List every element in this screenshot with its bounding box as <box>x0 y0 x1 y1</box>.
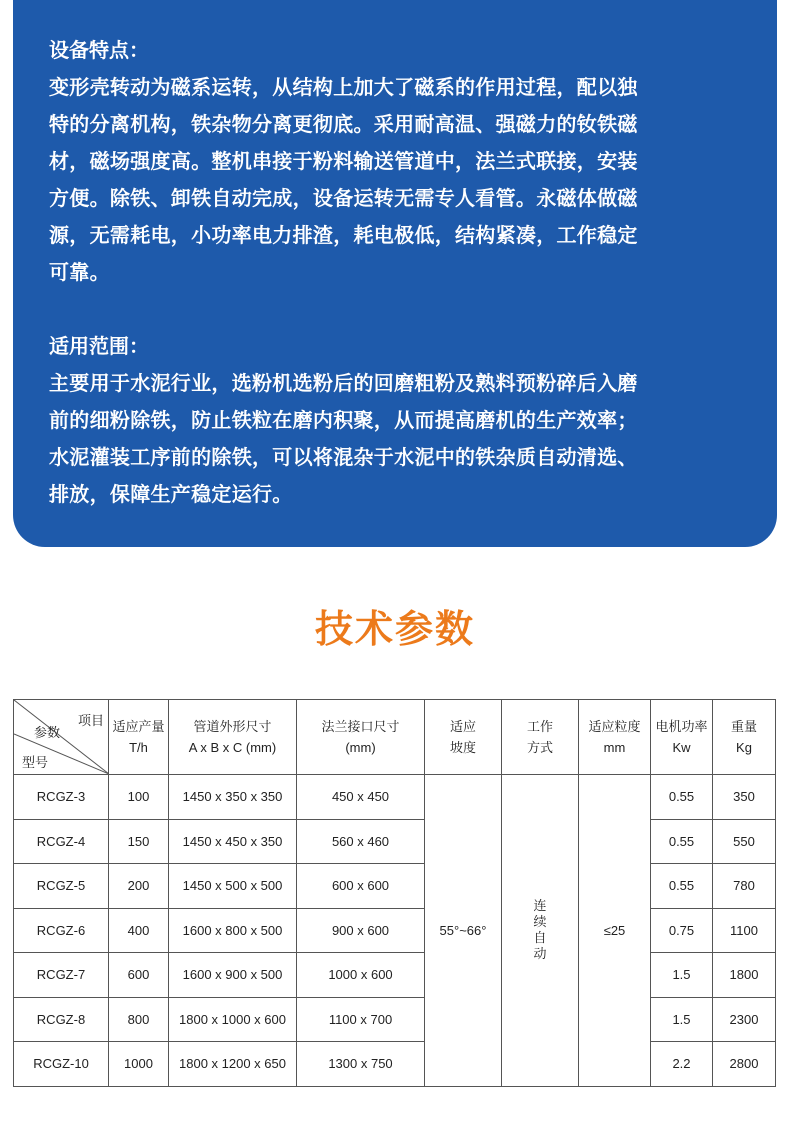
cell-output: 400 <box>109 908 169 953</box>
table-row <box>14 819 776 864</box>
header-work-mode: 工作 方式 <box>502 700 579 775</box>
header-granularity: 适应粒度 mm <box>579 700 651 775</box>
cell-power: 0.55 <box>651 864 713 909</box>
table-row <box>14 864 776 909</box>
cell-output: 1000 <box>109 1042 169 1087</box>
cell-mode-merged <box>502 775 579 1087</box>
cell-output: 600 <box>109 953 169 998</box>
features-line: 特的分离机构，铁杂物分离更彻底。采用耐高温、强磁力的钕铁磁 <box>49 112 638 136</box>
cell-weight: 1800 <box>713 953 776 998</box>
cell-flange: 1300 x 750 <box>297 1042 425 1087</box>
cell-weight: 550 <box>713 819 776 864</box>
table-row <box>14 775 776 820</box>
cell-model: RCGZ-8 <box>14 997 109 1042</box>
cell-power: 1.5 <box>651 997 713 1042</box>
corner-item-label: 项目 <box>77 713 104 728</box>
cell-weight: 2800 <box>713 1042 776 1087</box>
cell-weight: 350 <box>713 775 776 820</box>
header-weight: 重量 Kg <box>713 700 776 775</box>
cell-flange: 560 x 460 <box>297 819 425 864</box>
cell-model: RCGZ-10 <box>14 1042 109 1087</box>
scope-line: 主要用于水泥行业，选粉机选粉后的回磨粗粉及熟料预粉碎后入磨 <box>49 371 638 395</box>
corner-param-label: 参数 <box>34 725 61 740</box>
cell-weight: 2300 <box>713 997 776 1042</box>
header-slope: 适应 坡度 <box>425 700 502 775</box>
cell-flange: 1100 x 700 <box>297 997 425 1042</box>
cell-flange: 900 x 600 <box>297 908 425 953</box>
intro-panel <box>13 0 777 547</box>
cell-model: RCGZ-6 <box>14 908 109 953</box>
cell-granularity-merged: ≤25 <box>579 775 651 1087</box>
cell-pipe: 1600 x 900 x 500 <box>169 953 297 998</box>
cell-slope-merged: 55°~66° <box>425 775 502 1087</box>
cell-power: 0.55 <box>651 819 713 864</box>
features-title: 设备特点： <box>49 38 149 62</box>
cell-model: RCGZ-3 <box>14 775 109 820</box>
cell-power: 1.5 <box>651 953 713 998</box>
table-row <box>14 908 776 953</box>
cell-model: RCGZ-4 <box>14 819 109 864</box>
cell-output: 200 <box>109 864 169 909</box>
cell-power: 0.75 <box>651 908 713 953</box>
cell-output: 150 <box>109 819 169 864</box>
cell-model: RCGZ-7 <box>14 953 109 998</box>
table-row <box>14 953 776 998</box>
header-pipe-size: 管道外形尺寸 A x B x C (mm) <box>169 700 297 775</box>
cell-output: 100 <box>109 775 169 820</box>
cell-model: RCGZ-5 <box>14 864 109 909</box>
cell-weight: 1100 <box>713 908 776 953</box>
cell-pipe: 1450 x 350 x 350 <box>169 775 297 820</box>
features-line: 可靠。 <box>49 260 110 284</box>
scope-title: 适用范围： <box>49 334 149 358</box>
cell-output: 800 <box>109 997 169 1042</box>
features-line: 源，无需耗电，小功率电力排渣，耗电极低，结构紧凑，工作稳定 <box>49 223 638 247</box>
cell-pipe: 1450 x 500 x 500 <box>169 864 297 909</box>
header-output: 适应产量 T/h <box>109 700 169 775</box>
corner-header <box>14 700 109 775</box>
cell-power: 0.55 <box>651 775 713 820</box>
cell-pipe: 1800 x 1000 x 600 <box>169 997 297 1042</box>
features-line: 方便。除铁、卸铁自动完成，设备运转无需专人看管。永磁体做磁 <box>49 186 638 210</box>
features-line: 变形壳转动为磁系运转，从结构上加大了磁系的作用过程，配以独 <box>49 75 638 99</box>
table-row <box>14 997 776 1042</box>
cell-flange: 1000 x 600 <box>297 953 425 998</box>
cell-pipe: 1800 x 1200 x 650 <box>169 1042 297 1087</box>
cell-pipe: 1450 x 450 x 350 <box>169 819 297 864</box>
scope-line: 前的细粉除铁，防止铁粒在磨内积聚，从而提高磨机的生产效率； <box>49 408 638 432</box>
scope-line: 排放，保障生产稳定运行。 <box>49 482 293 506</box>
cell-flange: 450 x 450 <box>297 775 425 820</box>
cell-pipe: 1600 x 800 x 500 <box>169 908 297 953</box>
header-flange-size: 法兰接口尺寸 (mm) <box>297 700 425 775</box>
table-header-row <box>14 700 776 775</box>
cell-weight: 780 <box>713 864 776 909</box>
cell-flange: 600 x 600 <box>297 864 425 909</box>
header-power: 电机功率 Kw <box>651 700 713 775</box>
cell-power: 2.2 <box>651 1042 713 1087</box>
corner-model-label: 型号 <box>22 755 49 770</box>
tech-params-title: 技术参数 <box>314 607 475 651</box>
table-row <box>14 1042 776 1087</box>
mode-text: 连续自动 <box>533 898 547 962</box>
spec-table <box>13 699 776 1087</box>
scope-line: 水泥灌装工序前的除铁，可以将混杂于水泥中的铁杂质自动清选、 <box>49 445 638 469</box>
features-line: 材，磁场强度高。整机串接于粉料输送管道中，法兰式联接，安装 <box>49 149 638 173</box>
